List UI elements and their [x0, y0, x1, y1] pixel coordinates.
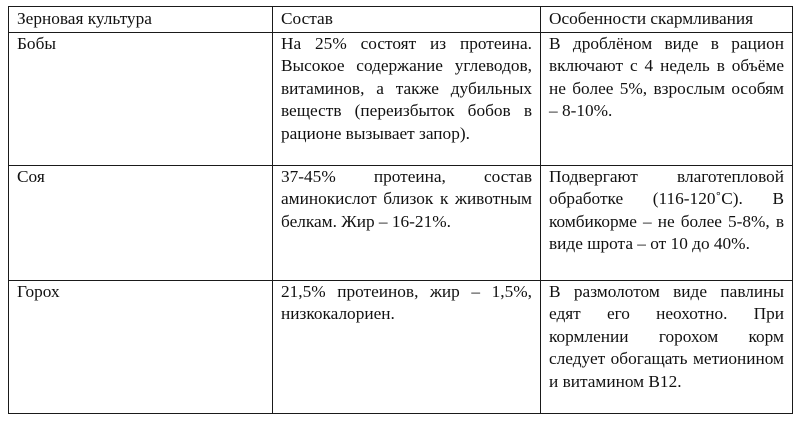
cell-feeding: В дроблёном виде в рацион включают с 4 недель в объёме не более 5%, взрослым особям – 8-10%.	[541, 33, 793, 166]
table-row-soy	[9, 166, 793, 281]
cell-crop: Соя	[9, 166, 273, 281]
cell-composition: 37-45% протеина, состав аминокислот близок к животным белкам. Жир – 16-21%.	[273, 166, 541, 281]
table-row-beans	[9, 33, 793, 166]
cell-composition: 21,5% протеинов, жир – 1,5%, низкокалориен.	[273, 281, 541, 414]
table-header-row	[9, 7, 793, 33]
cell-crop: Горох	[9, 281, 273, 414]
header-crop: Зерновая культура	[9, 7, 273, 33]
table-row-peas	[9, 281, 793, 414]
grain-crops-table	[8, 6, 793, 414]
cell-feeding: Подвергают влаготепловой обработке (116-120˚С). В комбикорме – не более 5-8%, в виде шрота – от 10 до 40%.	[541, 166, 793, 281]
document-page	[8, 6, 792, 414]
cell-crop: Бобы	[9, 33, 273, 166]
header-composition: Состав	[273, 7, 541, 33]
header-feeding: Особенности скармливания	[541, 7, 793, 33]
cell-feeding: В размолотом виде павлины едят его неохотно. При кормлении горохом корм следует обогащать метионином и витамином В12.	[541, 281, 793, 414]
cell-composition: На 25% состоят из протеина. Высокое содержание углеводов, витаминов, а также дубильных веществ (переизбыток бобов в рационе вызывает запор).	[273, 33, 541, 166]
